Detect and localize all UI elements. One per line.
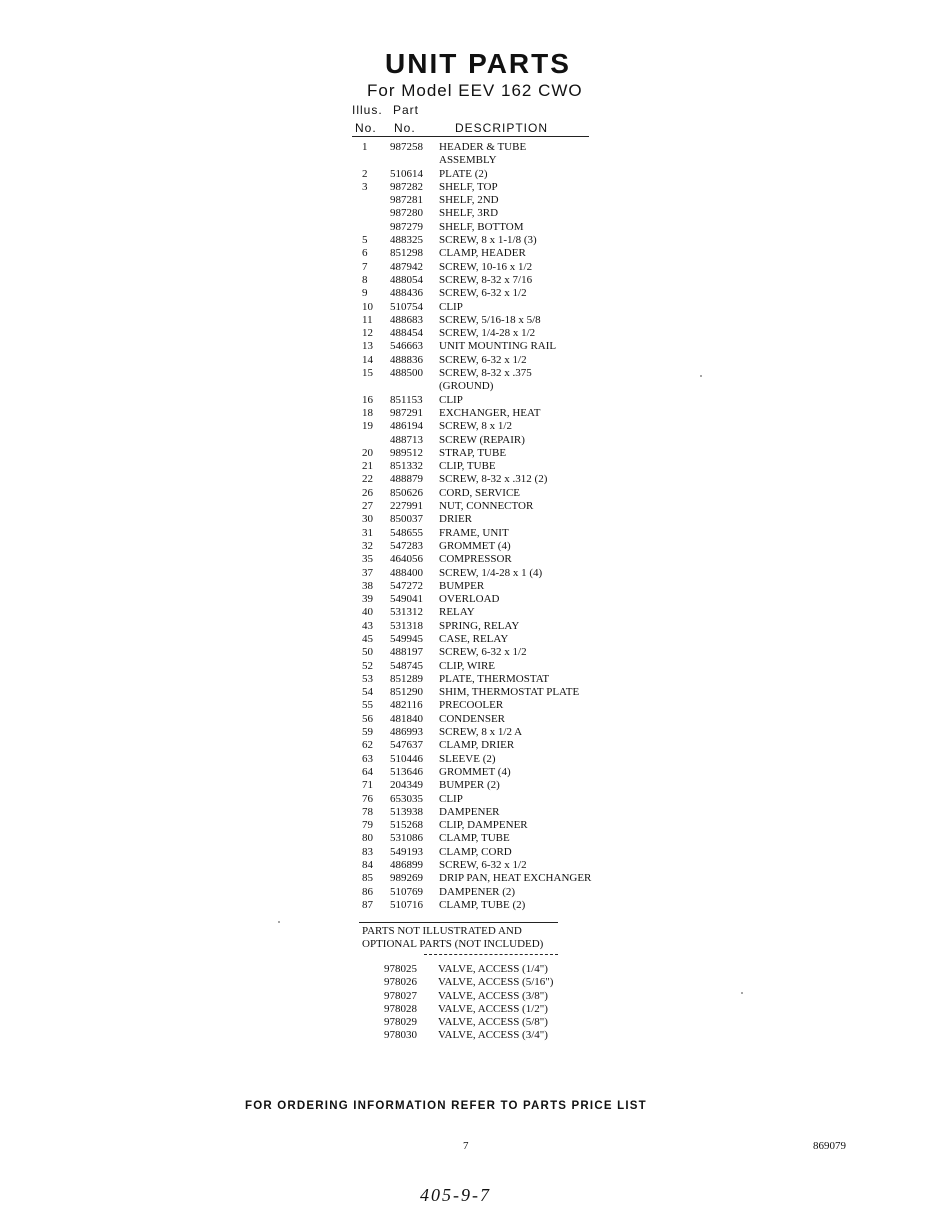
- illus-number: 6: [362, 247, 368, 260]
- part-number: 531318: [390, 619, 423, 632]
- part-row: [352, 620, 591, 633]
- part-description: CLAMP, TUBE (2): [439, 898, 526, 911]
- part-description: CASE, RELAY: [439, 632, 509, 645]
- part-description: CLIP, WIRE: [439, 659, 496, 672]
- part-row: [352, 527, 591, 540]
- part-row: [352, 380, 591, 393]
- part-row: [352, 859, 591, 872]
- scan-speck: [700, 375, 702, 377]
- part-description: CLIP: [439, 393, 463, 406]
- optional-part-row: [384, 1016, 553, 1029]
- part-number: 531086: [390, 832, 423, 845]
- part-number: 548655: [390, 526, 423, 539]
- illus-number: 21: [362, 460, 373, 473]
- part-number: 510716: [390, 898, 423, 911]
- part-description: SCREW, 8-32 x 7/16: [439, 273, 533, 286]
- part-description: FRAME, UNIT: [439, 526, 509, 539]
- part-number: 851153: [390, 393, 423, 406]
- part-number: [382, 380, 434, 393]
- page-number: 7: [463, 1140, 469, 1152]
- part-row: [352, 793, 591, 806]
- scan-speck: [741, 992, 743, 994]
- part-description: BUMPER (2): [439, 779, 500, 792]
- part-row: [352, 434, 591, 447]
- part-number: 850037: [390, 513, 423, 526]
- part-row: [352, 247, 591, 260]
- part-row: [352, 327, 591, 340]
- part-row: [352, 407, 591, 420]
- part-description: OVERLOAD: [439, 593, 500, 606]
- illus-number: 16: [362, 393, 373, 406]
- illus-number: 62: [362, 739, 373, 752]
- part-number: 515268: [390, 819, 423, 832]
- illus-number: 19: [362, 420, 373, 433]
- part-description: CLAMP, HEADER: [439, 247, 526, 260]
- parts-table: [352, 141, 591, 912]
- illus-number: [352, 434, 382, 447]
- part-row: [352, 766, 591, 779]
- illus-number: 71: [362, 779, 373, 792]
- illus-number: [352, 221, 382, 234]
- part-number: 549041: [390, 593, 423, 606]
- part-number: 482116: [390, 699, 423, 712]
- part-row: [352, 447, 591, 460]
- illus-number: 35: [362, 553, 373, 566]
- part-description: VALVE, ACCESS (3/8"): [438, 989, 548, 1002]
- illus-number: 53: [362, 672, 373, 685]
- part-row: [352, 354, 591, 367]
- part-header: No.: [394, 121, 416, 135]
- part-description: ASSEMBLY: [439, 154, 497, 167]
- part-number: [382, 154, 434, 167]
- part-description: CORD, SERVICE: [439, 486, 521, 499]
- part-row: [352, 699, 591, 712]
- part-number: 486993: [390, 726, 423, 739]
- part-row: [352, 580, 591, 593]
- part-description: CLIP, DAMPENER: [439, 819, 528, 832]
- part-description: DRIP PAN, HEAT EXCHANGER: [439, 872, 592, 885]
- model-subtitle: For Model EEV 162 CWO: [367, 81, 583, 100]
- part-row: [352, 660, 591, 673]
- illus-number: 45: [362, 632, 373, 645]
- part-description: CLIP: [439, 792, 463, 805]
- illus-number: 5: [362, 234, 368, 247]
- part-number: 488436: [390, 287, 423, 300]
- part-description: DAMPENER (2): [439, 885, 516, 898]
- part-row: [352, 713, 591, 726]
- part-description: UNIT MOUNTING RAIL: [439, 340, 557, 353]
- illus-number: 20: [362, 446, 373, 459]
- part-number: 464056: [390, 553, 423, 566]
- part-row: [352, 540, 591, 553]
- illus-number: [352, 207, 382, 220]
- optional-parts-table: [384, 963, 553, 1043]
- header-divider: [352, 136, 589, 137]
- part-number: 546663: [390, 340, 423, 353]
- illus-number: 83: [362, 845, 373, 858]
- part-number: 531312: [390, 606, 423, 619]
- illus-number: 63: [362, 752, 373, 765]
- part-row: [352, 899, 591, 912]
- part-description: SHELF, 3RD: [439, 207, 499, 220]
- part-description: CLAMP, CORD: [439, 845, 512, 858]
- part-number: 487942: [390, 260, 423, 273]
- part-header-top: Part: [393, 103, 420, 117]
- illus-number: 31: [362, 526, 373, 539]
- part-description: SCREW, 8 x 1/2 A: [439, 726, 523, 739]
- optional-part-row: [384, 976, 553, 989]
- illus-number: 8: [362, 273, 368, 286]
- part-row: [352, 567, 591, 580]
- part-row: [352, 633, 591, 646]
- part-number: 510614: [390, 167, 423, 180]
- illus-number: [352, 154, 382, 167]
- part-row: [352, 726, 591, 739]
- part-description: BUMPER: [439, 579, 485, 592]
- part-description: COMPRESSOR: [439, 553, 512, 566]
- handwritten-note: 405-9-7: [420, 1185, 491, 1205]
- optional-part-row: [384, 990, 553, 1003]
- part-row: [352, 500, 591, 513]
- part-number: 851332: [390, 460, 423, 473]
- part-number: 510754: [390, 300, 423, 313]
- part-description: VALVE, ACCESS (3/4"): [438, 1029, 548, 1042]
- optional-part-row: [384, 1003, 553, 1016]
- part-number: 227991: [390, 500, 423, 513]
- part-description: RELAY: [439, 606, 475, 619]
- part-row: [352, 646, 591, 659]
- part-number: 204349: [390, 779, 423, 792]
- part-number: 481840: [390, 712, 423, 725]
- illus-number: 30: [362, 513, 373, 526]
- illus-header-top: Illus.: [352, 103, 383, 117]
- illus-number: 10: [362, 300, 373, 313]
- illus-number: 84: [362, 859, 373, 872]
- part-number: 513646: [390, 765, 423, 778]
- optional-part-row: [384, 1029, 553, 1042]
- part-row: [352, 593, 591, 606]
- part-number: 987282: [390, 180, 423, 193]
- part-row: [352, 154, 591, 167]
- part-number: 510446: [390, 752, 423, 765]
- part-description: SCREW, 1/4-28 x 1 (4): [439, 566, 543, 579]
- part-row: [352, 287, 591, 300]
- part-number: 987281: [390, 194, 423, 207]
- part-number: 547637: [390, 739, 423, 752]
- part-description: SCREW, 6-32 x 1/2: [439, 287, 527, 300]
- part-description: GROMMET (4): [439, 765, 511, 778]
- part-row: [352, 340, 591, 353]
- section-divider-bottom: [424, 954, 558, 955]
- illus-number: 14: [362, 353, 373, 366]
- part-row: [352, 832, 591, 845]
- optional-part-row: [384, 963, 553, 976]
- not-illustrated-line-1: PARTS NOT ILLUSTRATED AND: [362, 925, 522, 937]
- illus-number: 37: [362, 566, 373, 579]
- part-number: 987258: [390, 141, 423, 153]
- illus-number: 12: [362, 327, 373, 340]
- part-description: SCREW, 1/4-28 x 1/2: [439, 327, 536, 340]
- part-description: SCREW (REPAIR): [439, 433, 525, 446]
- part-description: SHIM, THERMOSTAT PLATE: [439, 686, 580, 699]
- part-row: [352, 779, 591, 792]
- part-row: [352, 886, 591, 899]
- part-row: [352, 553, 591, 566]
- part-description: (GROUND): [439, 380, 494, 393]
- page-title: UNIT PARTS: [385, 48, 571, 79]
- part-row: [352, 673, 591, 686]
- part-description: SCREW, 6-32 x 1/2: [439, 646, 527, 659]
- illus-number: 22: [362, 473, 373, 486]
- part-number: 653035: [390, 792, 423, 805]
- illus-number: 38: [362, 579, 373, 592]
- part-number: 547283: [390, 539, 423, 552]
- part-description: CLAMP, DRIER: [439, 739, 515, 752]
- illus-number: 54: [362, 686, 373, 699]
- part-description: SCREW, 8 x 1/2: [439, 420, 512, 433]
- part-number: 850626: [390, 486, 423, 499]
- part-row: [352, 460, 591, 473]
- part-description: CLIP, TUBE: [439, 460, 496, 473]
- illus-number: 59: [362, 726, 373, 739]
- part-row: [352, 606, 591, 619]
- illus-number: 52: [362, 659, 373, 672]
- part-number: 987279: [390, 220, 423, 233]
- part-description: SCREW, 8-32 x .375: [439, 367, 532, 380]
- part-row: [352, 221, 591, 234]
- part-description: EXCHANGER, HEAT: [439, 406, 541, 419]
- part-description: GROMMET (4): [439, 539, 511, 552]
- part-row: [352, 194, 591, 207]
- part-number: 547272: [390, 579, 423, 592]
- illus-number: 7: [362, 260, 368, 273]
- part-description: SCREW, 8 x 1-1/8 (3): [439, 234, 537, 247]
- part-number: 486899: [390, 859, 423, 872]
- illus-number: 64: [362, 765, 373, 778]
- illus-number: 78: [362, 805, 373, 818]
- part-description: SCREW, 6-32 x 1/2: [439, 353, 527, 366]
- part-number: 987291: [390, 406, 423, 419]
- illus-number: 40: [362, 606, 373, 619]
- part-number: 513938: [390, 805, 423, 818]
- part-row: [352, 872, 591, 885]
- illus-number: [352, 380, 382, 393]
- part-row: [352, 420, 591, 433]
- illus-number: 86: [362, 885, 373, 898]
- part-number: 989269: [390, 872, 423, 885]
- part-description: SLEEVE (2): [439, 752, 496, 765]
- part-number: 488197: [390, 646, 423, 659]
- part-row: [352, 207, 591, 220]
- part-row: [352, 301, 591, 314]
- illus-number: 85: [362, 872, 373, 885]
- illus-number: 18: [362, 406, 373, 419]
- illus-number: 9: [362, 287, 368, 300]
- part-row: [352, 274, 591, 287]
- part-row: [352, 181, 591, 194]
- part-description: CLAMP, TUBE: [439, 832, 510, 845]
- part-description: DRIER: [439, 513, 472, 526]
- part-description: DAMPENER: [439, 805, 500, 818]
- illus-number: 13: [362, 340, 373, 353]
- not-illustrated-line-2: OPTIONAL PARTS (NOT INCLUDED): [362, 938, 544, 950]
- part-description: NUT, CONNECTOR: [439, 500, 534, 513]
- part-number: 488879: [390, 473, 423, 486]
- part-description: VALVE, ACCESS (5/8"): [438, 1016, 548, 1029]
- part-row: [352, 314, 591, 327]
- illus-header: No.: [355, 121, 377, 135]
- part-number: 488683: [390, 313, 423, 326]
- part-number: 989512: [390, 446, 423, 459]
- part-number: 851298: [390, 247, 423, 260]
- illus-number: [352, 194, 382, 207]
- part-description: SPRING, RELAY: [439, 619, 520, 632]
- part-row: [352, 819, 591, 832]
- illus-number: 3: [362, 180, 368, 193]
- part-number: 488713: [390, 433, 423, 446]
- part-number: 488325: [390, 234, 423, 247]
- part-description: VALVE, ACCESS (1/2"): [438, 1002, 548, 1015]
- part-number: 978030: [384, 1029, 417, 1042]
- part-number: 486194: [390, 420, 423, 433]
- part-number: 549193: [390, 845, 423, 858]
- part-row: [352, 753, 591, 766]
- part-row: [352, 141, 591, 154]
- part-row: [352, 367, 591, 380]
- illus-number: 32: [362, 539, 373, 552]
- part-number: 488454: [390, 327, 423, 340]
- illus-number: 50: [362, 646, 373, 659]
- part-description: CLIP: [439, 300, 463, 313]
- illus-number: 27: [362, 500, 373, 513]
- part-description: HEADER & TUBE: [439, 141, 527, 153]
- part-description: SCREW, 5/16-18 x 5/8: [439, 313, 541, 326]
- part-number: 488400: [390, 566, 423, 579]
- illus-number: 43: [362, 619, 373, 632]
- part-row: [352, 686, 591, 699]
- part-number: 549945: [390, 632, 423, 645]
- part-number: 978025: [384, 963, 417, 975]
- part-row: [352, 261, 591, 274]
- illus-number: 15: [362, 367, 373, 380]
- part-description: CONDENSER: [439, 712, 506, 725]
- illus-number: 80: [362, 832, 373, 845]
- illus-number: 87: [362, 898, 373, 911]
- part-row: [352, 513, 591, 526]
- part-row: [352, 394, 591, 407]
- part-row: [352, 806, 591, 819]
- scan-speck: [278, 921, 280, 923]
- part-description: PLATE, THERMOSTAT: [439, 672, 550, 685]
- part-description: VALVE, ACCESS (1/4"): [438, 963, 548, 975]
- part-number: 488500: [390, 367, 423, 380]
- part-number: 851290: [390, 686, 423, 699]
- ordering-footer: FOR ORDERING INFORMATION REFER TO PARTS PRICE LIST: [245, 1100, 647, 1112]
- part-description: SHELF, 2ND: [439, 194, 499, 207]
- part-number: 987280: [390, 207, 423, 220]
- part-number: 488054: [390, 273, 423, 286]
- illus-number: 1: [362, 141, 368, 153]
- section-divider: [359, 922, 558, 923]
- part-description: SHELF, TOP: [439, 180, 498, 193]
- illus-number: 11: [362, 313, 373, 326]
- illus-number: 55: [362, 699, 373, 712]
- part-row: [352, 168, 591, 181]
- part-description: SCREW, 6-32 x 1/2: [439, 859, 527, 872]
- illus-number: 76: [362, 792, 373, 805]
- description-header: DESCRIPTION: [455, 121, 549, 135]
- document-number: 869079: [813, 1140, 846, 1152]
- part-description: VALVE, ACCESS (5/16"): [438, 976, 554, 989]
- part-description: SCREW, 8-32 x .312 (2): [439, 473, 548, 486]
- part-number: 548745: [390, 659, 423, 672]
- part-number: 851289: [390, 672, 423, 685]
- part-row: [352, 234, 591, 247]
- part-number: 978029: [384, 1016, 417, 1029]
- part-description: STRAP, TUBE: [439, 446, 507, 459]
- illus-number: 56: [362, 712, 373, 725]
- part-description: SCREW, 10-16 x 1/2: [439, 260, 533, 273]
- illus-number: 26: [362, 486, 373, 499]
- part-number: 510769: [390, 885, 423, 898]
- illus-number: 79: [362, 819, 373, 832]
- part-row: [352, 473, 591, 486]
- illus-number: 39: [362, 593, 373, 606]
- illus-number: 2: [362, 167, 368, 180]
- part-description: PRECOOLER: [439, 699, 504, 712]
- part-number: 978026: [384, 976, 417, 989]
- part-number: 978028: [384, 1002, 417, 1015]
- part-description: PLATE (2): [439, 167, 488, 180]
- part-row: [352, 739, 591, 752]
- part-number: 978027: [384, 989, 417, 1002]
- part-number: 488836: [390, 353, 423, 366]
- part-row: [352, 846, 591, 859]
- part-row: [352, 487, 591, 500]
- part-description: SHELF, BOTTOM: [439, 220, 524, 233]
